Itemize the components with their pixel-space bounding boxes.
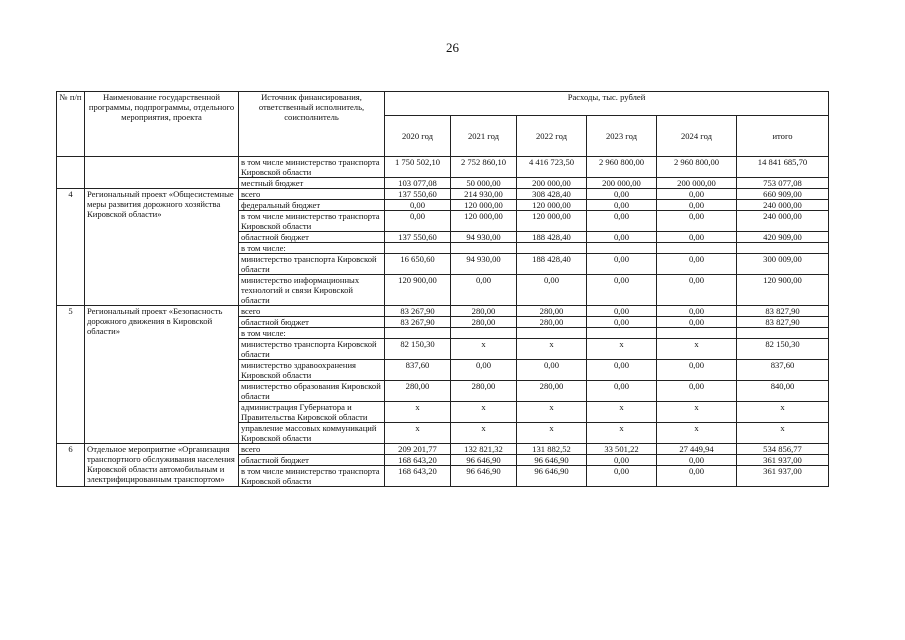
page-number: 26	[446, 40, 459, 55]
year-value-cell	[385, 243, 451, 254]
year-value-cell: 280,00	[517, 381, 587, 402]
funding-source: всего	[239, 444, 385, 455]
funding-source: в том числе министерство транспорта Кировской области	[239, 157, 385, 178]
year-value-cell: 50 000,00	[451, 178, 517, 189]
year-value-cell	[657, 243, 737, 254]
funding-source: управление массовых коммуникаций Кировской области	[239, 423, 385, 444]
year-value-cell: 27 449,94	[657, 444, 737, 455]
item-name	[85, 157, 239, 189]
total-cell: 240 000,00	[737, 200, 829, 211]
year-value-cell: x	[657, 423, 737, 444]
item-number: 6	[57, 444, 85, 487]
year-value-cell: 2 960 800,00	[657, 157, 737, 178]
year-value-cell: 120 000,00	[517, 200, 587, 211]
year-value-cell: 0,00	[657, 200, 737, 211]
funding-source: всего	[239, 306, 385, 317]
year-value-cell	[517, 243, 587, 254]
year-value-cell: x	[517, 423, 587, 444]
total-cell: 660 909,00	[737, 189, 829, 200]
table-body	[57, 157, 829, 487]
year-value-cell: 0,00	[587, 211, 657, 232]
year-value-cell: 0,00	[451, 360, 517, 381]
year-value-cell: 280,00	[385, 381, 451, 402]
year-value-cell: 200 000,00	[587, 178, 657, 189]
year-value-cell: 0,00	[657, 360, 737, 381]
year-value-cell	[451, 328, 517, 339]
total-cell: 240 000,00	[737, 211, 829, 232]
total-cell	[737, 328, 829, 339]
funding-source: министерство образования Кировской области	[239, 381, 385, 402]
funding-source: федеральный бюджет	[239, 200, 385, 211]
total-cell	[737, 243, 829, 254]
year-value-cell: 0,00	[587, 360, 657, 381]
year-value-cell: 131 882,52	[517, 444, 587, 455]
total-cell: x	[737, 402, 829, 423]
year-value-cell: 82 150,30	[385, 339, 451, 360]
funding-source: министерство транспорта Кировской области	[239, 339, 385, 360]
year-value-cell: 33 501,22	[587, 444, 657, 455]
total-cell: 753 077,08	[737, 178, 829, 189]
header-total: итого	[737, 116, 829, 157]
year-value-cell: 0,00	[587, 254, 657, 275]
header-num: № п/п	[57, 92, 85, 157]
year-value-cell: 83 267,90	[385, 306, 451, 317]
year-value-cell: 0,00	[657, 275, 737, 306]
year-value-cell: 0,00	[517, 275, 587, 306]
year-value-cell: 200 000,00	[657, 178, 737, 189]
year-value-cell: 2 960 800,00	[587, 157, 657, 178]
year-value-cell: 0,00	[657, 317, 737, 328]
year-value-cell	[587, 328, 657, 339]
year-value-cell	[517, 328, 587, 339]
total-cell: 300 009,00	[737, 254, 829, 275]
year-value-cell: 0,00	[385, 211, 451, 232]
year-value-cell: 2 752 860,10	[451, 157, 517, 178]
item-number: 5	[57, 306, 85, 444]
year-value-cell: 16 650,60	[385, 254, 451, 275]
header-year: 2023 год	[587, 116, 657, 157]
budget-table	[56, 91, 829, 487]
year-value-cell: x	[385, 402, 451, 423]
funding-source: областной бюджет	[239, 232, 385, 243]
funding-source: министерство информационных технологий и связи Кировской области	[239, 275, 385, 306]
year-value-cell: 280,00	[451, 317, 517, 328]
year-value-cell: 0,00	[657, 306, 737, 317]
year-value-cell: 280,00	[517, 317, 587, 328]
item-number: 4	[57, 189, 85, 306]
year-value-cell: 0,00	[657, 466, 737, 487]
year-value-cell: 0,00	[657, 232, 737, 243]
table-row	[57, 306, 829, 317]
header-year: 2021 год	[451, 116, 517, 157]
header-source: Источник финансирования, ответственный исполнитель, соисполнитель	[239, 92, 385, 157]
year-value-cell: x	[587, 339, 657, 360]
year-value-cell: 120 000,00	[451, 211, 517, 232]
year-value-cell: x	[587, 423, 657, 444]
item-name: Отдельное мероприятие «Организация транспортного обслуживания населения Кировской области автомобильным и электрифицированным транспортом»	[85, 444, 239, 487]
year-value-cell: 137 550,60	[385, 232, 451, 243]
item-number	[57, 157, 85, 189]
year-value-cell: 0,00	[587, 232, 657, 243]
header-name: Наименование государственной программы, подпрограммы, отдельного мероприятия, проекта	[85, 92, 239, 157]
year-value-cell: 0,00	[657, 189, 737, 200]
year-value-cell: 0,00	[657, 254, 737, 275]
year-value-cell: 0,00	[657, 381, 737, 402]
year-value-cell: 96 646,90	[451, 455, 517, 466]
header-row	[57, 92, 829, 116]
header-expenses: Расходы, тыс. рублей	[385, 92, 829, 116]
total-cell: 361 937,00	[737, 455, 829, 466]
funding-source: областной бюджет	[239, 455, 385, 466]
year-value-cell: 132 821,32	[451, 444, 517, 455]
total-cell: 534 856,77	[737, 444, 829, 455]
year-value-cell: x	[451, 402, 517, 423]
total-cell: 120 900,00	[737, 275, 829, 306]
year-value-cell: 0,00	[517, 360, 587, 381]
year-value-cell: x	[385, 423, 451, 444]
total-cell: 83 827,90	[737, 306, 829, 317]
year-value-cell: 280,00	[517, 306, 587, 317]
year-value-cell: 94 930,00	[451, 254, 517, 275]
year-value-cell: 4 416 723,50	[517, 157, 587, 178]
year-value-cell: 188 428,40	[517, 232, 587, 243]
year-value-cell: 96 646,90	[517, 455, 587, 466]
total-cell: 840,00	[737, 381, 829, 402]
funding-source: в том числе министерство транспорта Кировской области	[239, 211, 385, 232]
total-cell: 83 827,90	[737, 317, 829, 328]
funding-source: администрация Губернатора и Правительства Кировской области	[239, 402, 385, 423]
item-name: Региональный проект «Общесистемные меры развития дорожного хозяйства Кировской области»	[85, 189, 239, 306]
funding-source: в том числе:	[239, 243, 385, 254]
table-row	[57, 444, 829, 455]
funding-source: местный бюджет	[239, 178, 385, 189]
year-value-cell: 0,00	[657, 455, 737, 466]
year-value-cell: 96 646,90	[517, 466, 587, 487]
table-row	[57, 189, 829, 200]
total-cell: 82 150,30	[737, 339, 829, 360]
year-value-cell: 0,00	[587, 381, 657, 402]
year-value-cell: x	[657, 402, 737, 423]
year-value-cell: 168 643,20	[385, 466, 451, 487]
year-value-cell	[587, 243, 657, 254]
year-value-cell: 0,00	[587, 200, 657, 211]
header-year: 2020 год	[385, 116, 451, 157]
funding-source: министерство здравоохранения Кировской области	[239, 360, 385, 381]
item-name: Региональный проект «Безопасность дорожного движения в Кировской области»	[85, 306, 239, 444]
year-value-cell: 120 900,00	[385, 275, 451, 306]
year-value-cell: x	[451, 423, 517, 444]
funding-source: областной бюджет	[239, 317, 385, 328]
year-value-cell: x	[517, 339, 587, 360]
year-value-cell: 103 077,08	[385, 178, 451, 189]
year-value-cell: 280,00	[451, 306, 517, 317]
year-value-cell: 83 267,90	[385, 317, 451, 328]
total-cell: 420 909,00	[737, 232, 829, 243]
year-value-cell: 96 646,90	[451, 466, 517, 487]
header-year: 2022 год	[517, 116, 587, 157]
year-value-cell: x	[587, 402, 657, 423]
year-value-cell: 120 000,00	[451, 200, 517, 211]
year-value-cell: 837,60	[385, 360, 451, 381]
funding-source: в том числе:	[239, 328, 385, 339]
year-value-cell: 188 428,40	[517, 254, 587, 275]
year-value-cell: x	[451, 339, 517, 360]
funding-source: в том числе министерство транспорта Кировской области	[239, 466, 385, 487]
year-value-cell: 168 643,20	[385, 455, 451, 466]
funding-source: министерство транспорта Кировской области	[239, 254, 385, 275]
year-value-cell: 137 550,60	[385, 189, 451, 200]
year-value-cell: 0,00	[587, 455, 657, 466]
year-value-cell: 0,00	[587, 306, 657, 317]
year-value-cell: 308 428,40	[517, 189, 587, 200]
year-value-cell: 94 930,00	[451, 232, 517, 243]
year-value-cell: 0,00	[451, 275, 517, 306]
year-value-cell: 0,00	[587, 466, 657, 487]
year-value-cell: 209 201,77	[385, 444, 451, 455]
year-value-cell	[451, 243, 517, 254]
year-value-cell: 0,00	[587, 189, 657, 200]
year-value-cell: 0,00	[587, 275, 657, 306]
year-value-cell: 214 930,00	[451, 189, 517, 200]
year-value-cell: 200 000,00	[517, 178, 587, 189]
year-value-cell: 1 750 502,10	[385, 157, 451, 178]
year-value-cell: x	[517, 402, 587, 423]
total-cell: x	[737, 423, 829, 444]
table-row	[57, 157, 829, 178]
year-value-cell	[657, 328, 737, 339]
year-value-cell: 0,00	[587, 317, 657, 328]
year-value-cell: 0,00	[657, 211, 737, 232]
header-year: 2024 год	[657, 116, 737, 157]
year-value-cell: 280,00	[451, 381, 517, 402]
year-value-cell: 120 000,00	[517, 211, 587, 232]
total-cell: 361 937,00	[737, 466, 829, 487]
year-value-cell: x	[657, 339, 737, 360]
funding-source: всего	[239, 189, 385, 200]
year-value-cell	[385, 328, 451, 339]
total-cell: 14 841 685,70	[737, 157, 829, 178]
year-value-cell: 0,00	[385, 200, 451, 211]
total-cell: 837,60	[737, 360, 829, 381]
